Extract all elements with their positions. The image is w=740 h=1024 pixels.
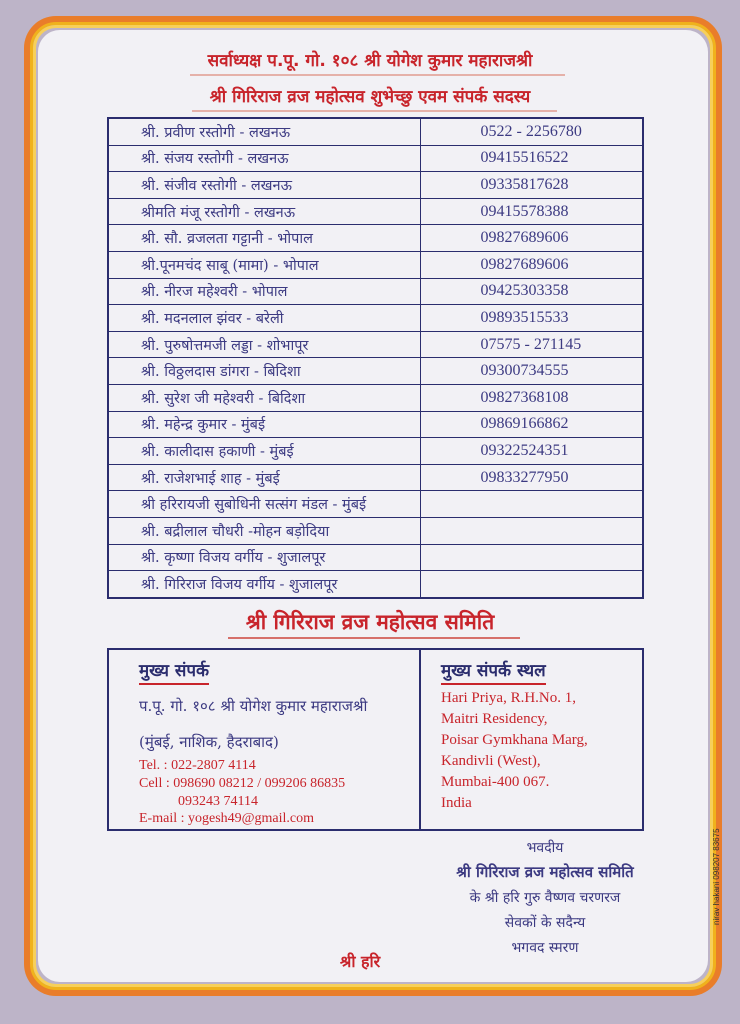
- contact-name-cell: श्री. संजीव रस्तोगी - लखनऊ: [108, 172, 420, 199]
- main-contact-heading: मुख्य संपर्क: [139, 658, 209, 685]
- table-row: [108, 438, 643, 465]
- table-row: [108, 491, 643, 518]
- address-line: Mumbai-400 067.: [441, 774, 550, 790]
- footer-shri-hari: श्री हरि: [340, 952, 381, 971]
- contact-phone-cell: 09300734555: [420, 358, 643, 385]
- table-row: [108, 544, 643, 571]
- contact-phone-cell: 0522 - 2256780: [420, 118, 643, 145]
- closing-line-2: श्री गिरिराज व्रज महोत्सव समिति: [456, 863, 634, 881]
- header-line-1: सर्वाध्यक्ष प.पू. गो. १०८ श्री योगेश कुमार महाराजश्री: [207, 51, 533, 71]
- table-row: [108, 198, 643, 225]
- main-contact-box: [107, 648, 421, 831]
- table-row: [108, 278, 643, 305]
- table-row: [108, 571, 643, 598]
- contact-name-cell: श्री. विठ्ठलदास डांगरा - बिदिशा: [108, 358, 420, 385]
- contact-phone-cell: [420, 517, 643, 544]
- table-row: [108, 517, 643, 544]
- contact-name-cell: श्री. मदनलाल झंवर - बरेली: [108, 305, 420, 332]
- contact-name-cell: श्री. पुरुषोत्तमजी लड्डा - शोभापूर: [108, 331, 420, 358]
- table-row: [108, 464, 643, 491]
- contact-phone-cell: [420, 571, 643, 598]
- closing-line-1: भवदीय: [526, 840, 564, 856]
- contact-phone-cell: 09415578388: [420, 198, 643, 225]
- contact-phone-cell: 09425303358: [420, 278, 643, 305]
- table-row: [108, 118, 643, 145]
- contact-phone-cell: 07575 - 271145: [420, 331, 643, 358]
- header-rule-2: [192, 110, 557, 112]
- contact-name-cell: श्री.पूनमचंद साबू (मामा) - भोपाल: [108, 251, 420, 278]
- contact-name-cell: श्रीमति मंजू रस्तोगी - लखनऊ: [108, 198, 420, 225]
- contact-phone-cell: 09335817628: [420, 172, 643, 199]
- table-row: [108, 251, 643, 278]
- contact-name-cell: श्री. महेन्द्र कुमार - मुंबई: [108, 411, 420, 438]
- table-row: [108, 411, 643, 438]
- contact-cell-2: 093243 74114: [178, 794, 258, 809]
- contact-name-cell: श्री. राजेशभाई शाह - मुंबई: [108, 464, 420, 491]
- contact-phone-cell: [420, 544, 643, 571]
- contact-name-cell: श्री. नीरज महेश्वरी - भोपाल: [108, 278, 420, 305]
- main-location-box: [419, 648, 644, 831]
- contact-phone-cell: 09322524351: [420, 438, 643, 465]
- contact-name-cell: श्री. सौ. व्रजलता गट्टानी - भोपाल: [108, 225, 420, 252]
- table-row: [108, 384, 643, 411]
- contact-name-cell: श्री. प्रवीण रस्तोगी - लखनऊ: [108, 118, 420, 145]
- table-row: [108, 305, 643, 332]
- header-line-2: श्री गिरिराज व्रज महोत्सव शुभेच्छु एवम संपर्क सदस्य: [209, 87, 531, 107]
- closing-line-3: के श्री हरि गुरु वैष्णव चरणरज: [469, 890, 621, 906]
- closing-line-5: भगवद स्मरण: [511, 940, 579, 956]
- contact-cities: (मुंबई, नाशिक, हैदराबाद): [139, 733, 279, 751]
- header-rule-1: [190, 74, 565, 76]
- contact-phone-cell: 09827689606: [420, 225, 643, 252]
- table-row: [108, 358, 643, 385]
- contact-name: प.पू. गो. १०८ श्री योगेश कुमार महाराजश्री: [139, 697, 368, 715]
- contact-name-cell: श्री. बद्रीलाल चौधरी -मोहन बड़ोदिया: [108, 517, 420, 544]
- contact-cell: Cell : 098690 08212 / 099206 86835: [139, 776, 346, 791]
- contact-phone-cell: 09827368108: [420, 384, 643, 411]
- closing-line-4: सेवकों के सदैन्य: [504, 915, 586, 931]
- main-location-heading: मुख्य संपर्क स्थल: [441, 658, 546, 685]
- contact-name-cell: श्री. संजय रस्तोगी - लखनऊ: [108, 145, 420, 172]
- contact-phone-cell: 09869166862: [420, 411, 643, 438]
- address-line: India: [441, 795, 472, 811]
- contact-phone-cell: 09893515533: [420, 305, 643, 332]
- contact-name-cell: श्री. गिरिराज विजय वर्गीय - शुजालपूर: [108, 571, 420, 598]
- address-line: Hari Priya, R.H.No. 1,: [441, 690, 576, 706]
- contact-name-cell: श्री हरिरायजी सुबोधिनी सत्संग मंडल - मुंबई: [108, 491, 420, 518]
- address-line: Maitri Residency,: [441, 711, 548, 727]
- contact-phone-cell: 09415516522: [420, 145, 643, 172]
- contact-name-cell: श्री. कृष्णा विजय वर्गीय - शुजालपूर: [108, 544, 420, 571]
- table-row: [108, 225, 643, 252]
- committee-rule: [228, 637, 520, 639]
- contact-name-cell: श्री. कालीदास हकाणी - मुंबई: [108, 438, 420, 465]
- contact-phone-cell: 09827689606: [420, 251, 643, 278]
- contact-name-cell: श्री. सुरेश जी महेश्वरी - बिदिशा: [108, 384, 420, 411]
- address-line: Kandivli (West),: [441, 753, 541, 769]
- table-row: [108, 145, 643, 172]
- contacts-table: [107, 117, 644, 599]
- contact-tel: Tel. : 022-2807 4114: [139, 758, 256, 773]
- contact-phone-cell: 09833277950: [420, 464, 643, 491]
- committee-title: श्री गिरिराज व्रज महोत्सव समिति: [245, 610, 495, 634]
- side-credit: nirav hakani 098207 83675: [712, 828, 721, 925]
- contact-email: E-mail : yogesh49@gmail.com: [139, 811, 315, 826]
- table-row: [108, 172, 643, 199]
- table-row: [108, 331, 643, 358]
- contact-phone-cell: [420, 491, 643, 518]
- address-line: Poisar Gymkhana Marg,: [441, 732, 588, 748]
